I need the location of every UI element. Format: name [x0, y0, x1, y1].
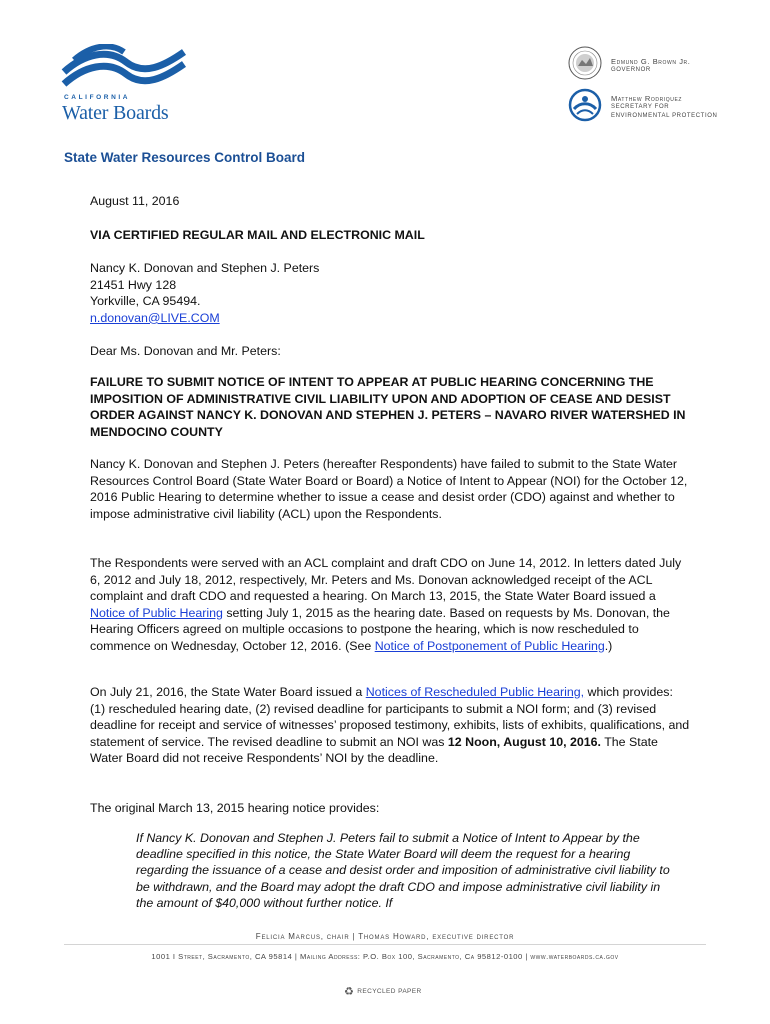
board-title: State Water Resources Control Board — [64, 150, 306, 165]
delivery-method: VIA CERTIFIED REGULAR MAIL AND ELECTRONIC MAIL — [90, 228, 425, 242]
governor-block — [611, 57, 690, 75]
logo-brand-label: Water Boards — [62, 102, 169, 124]
footer-officers: Felicia Marcus, chair | Thomas Howard, executive director — [255, 932, 515, 941]
logo-state-label: CALIFORNIA — [64, 94, 131, 101]
salutation: Dear Ms. Donovan and Mr. Peters: — [90, 344, 281, 358]
recycled-label: RECYCLED PAPER — [357, 988, 422, 996]
water-boards-logo-icon — [60, 44, 188, 92]
footer-divider — [64, 944, 706, 945]
secretary-block — [611, 94, 717, 121]
quoted-notice: If Nancy K. Donovan and Stephen J. Peters fail to submit a Notice of Intent to Appear by the deadline specified in this notice, the State Water Board will deem the request for a hearing regarding the issuance of a cease and desist order and imposition of administrative civil liability to be withdrawn, and the Board may adopt the draft CDO and impose administrative civil liability in the amount of $40,000 without further notice. If — [136, 831, 670, 910]
secretary-title-2: ENVIRONMENTAL PROTECTION — [611, 113, 718, 119]
address-line: Yorkville, CA 95494. — [90, 294, 201, 309]
recipient-email-link[interactable]: n.donovan@LIVE.COM — [90, 310, 220, 325]
notices-of-rescheduled-hearing-link[interactable]: Notices of Rescheduled Public Hearing, — [365, 685, 585, 699]
water-boards-logo — [60, 44, 190, 126]
recipient-address — [90, 260, 690, 326]
secretary-title-1: SECRETARY FOR — [611, 104, 670, 110]
secretary-name: Matthew Rodriquez — [611, 94, 683, 103]
paragraph-4: The original March 13, 2015 hearing notice provides: — [90, 801, 380, 815]
state-seal-icon — [568, 46, 602, 80]
calepa-logo-icon — [568, 88, 602, 122]
paragraph-2: The Respondents were served with an ACL complaint and draft CDO on June 14, 2012. In letters dated July 6, 2012 and July 18, 2012, respectively, Mr. Peters and Ms. Donovan acknowledged receipt of the ACL complaint and draft CDO and requested a hearing. On March 13, 2015, the State Water Board issued a Notice of Public Hearing setting July 1, 2015 as the hearing date. Based on requests by Ms. Donovan, the Hearing Officers agreed on multiple occasions to postpone the hearing, which is now rescheduled to commence on Wednesday, October 12, 2016. (See Notice of Postponement of Public Hearing.) — [90, 556, 682, 653]
governor-name: Edmund G. Brown Jr. — [611, 57, 691, 66]
paragraph-1: Nancy K. Donovan and Stephen J. Peters (hereafter Respondents) have failed to submit to the State Water Resources Control Board (State Water Board or Board) a Notice of Intent to Appear (NOI) for the October 12, 2016 Public Hearing to determine whether to issue a cease and desist order (CDO) against and whether to impose administrative civil liability (ACL) upon the Respondents. — [90, 457, 688, 521]
subject-heading: FAILURE TO SUBMIT NOTICE OF INTENT TO APPEAR AT PUBLIC HEARING CONCERNING THE IMPOSITION OF ADMINISTRATIVE CIVIL LIABILITY UPON AND ADOPTION OF CEASE AND DESIST ORDER AGAINST NANCY K. DONOVAN AND STEPHEN J. PETERS – NAVARO RIVER WATERSHED IN MENDOCINO COUNTY — [90, 375, 686, 439]
letter-date: August 11, 2016 — [90, 194, 180, 208]
recycled-paper-note — [344, 985, 422, 998]
notice-of-public-hearing-link[interactable]: Notice of Public Hearing — [90, 605, 223, 620]
paragraph-3: On July 21, 2016, the State Water Board issued a Notices of Rescheduled Public Hearing, which provides: (1) rescheduled hearing date, (2) revised deadline for participants to submit a NOI form; and (3) revised deadline for receipt and service of witnesses’ proposed testimony, exhibits, lists of exhibits, qualifications, and statement of service. The revised deadline to submit an NOI was 12 Noon, August 10, 2016. The State Water Board did not receive Respondents’ NOI by the deadline. — [90, 685, 690, 766]
notice-of-postponement-link[interactable]: Notice of Postponement of Public Hearing — [374, 638, 605, 653]
address-line: 21451 Hwy 128 — [90, 277, 177, 292]
address-line: Nancy K. Donovan and Stephen J. Peters — [90, 261, 320, 275]
governor-title: GOVERNOR — [611, 67, 651, 73]
footer-address: 1001 I Street, Sacramento, CA 95814 | Mailing Address: P.O. Box 100, Sacramento, Ca 95812-0100 | www.waterboards.ca.gov — [151, 952, 619, 961]
recycle-icon: ♻ — [344, 986, 355, 998]
